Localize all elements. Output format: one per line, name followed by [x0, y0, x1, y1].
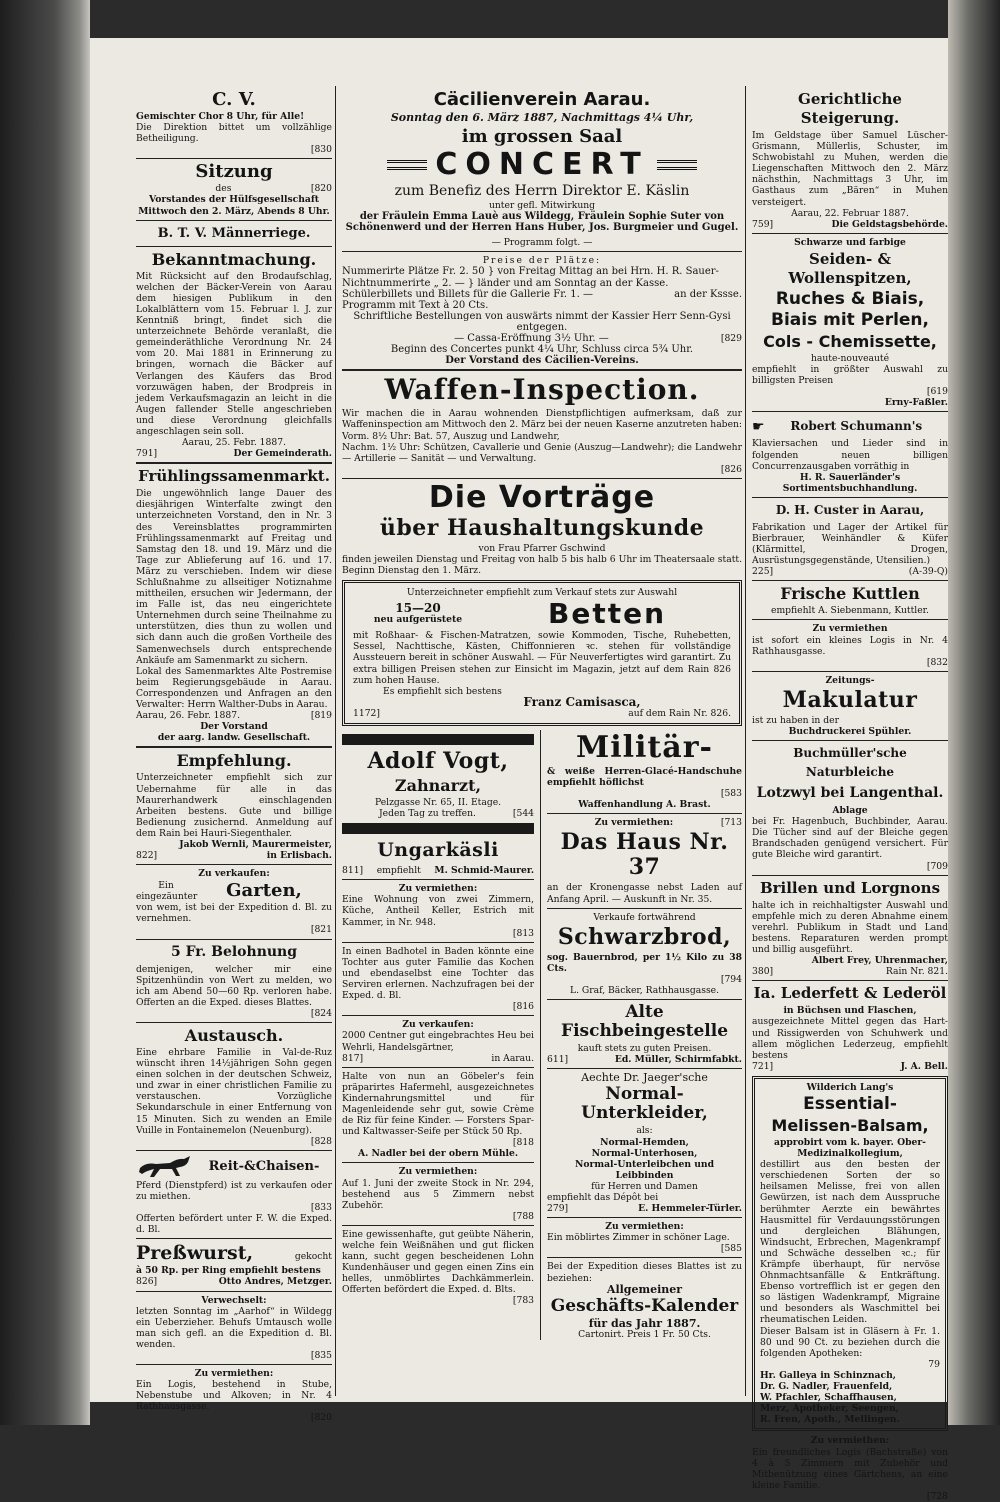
ad-number: [820: [310, 1412, 332, 1424]
ad-number: 822]: [136, 850, 158, 862]
baden-text: In einen Badhotel in Baden könnte eine Tochter aus guter Familie das Kochen und ebendaselbst eine Tochter das Serviren erlernen. Nachzufragen bei der Exped. d. Bl.: [342, 945, 535, 1002]
schw-title: Schwarzbrod,: [557, 923, 732, 950]
ad-number: [709: [926, 860, 948, 872]
divider: [752, 580, 948, 581]
horse-icon: [136, 1154, 196, 1180]
ad-number: [826: [720, 463, 742, 475]
waffen-line: Nachm. 1½ Uhr: Schützen, Cavallerie und Genie (Auszug—Landwehr); die Landwehr — Artillerie — Sanität — und Verwaltung.: [342, 441, 742, 464]
apotheke: W. Pfachler, Schaffhausen,: [760, 1392, 897, 1404]
abl-text: bei Fr. Hagenbuch, Buchbinder, Aarau. Die Tücher sind auf der Bleiche gegen Brandschaden genügend versichert. Für gute Bleiche wird garantirt.: [752, 816, 948, 861]
divider: [136, 220, 332, 221]
wild-title: Wilderich Lang's: [806, 1081, 894, 1093]
divider: [136, 939, 332, 940]
betten-sign: Franz Camisasca,: [523, 694, 641, 709]
ruches-title: Ruches & Biais,: [775, 288, 925, 309]
divider: [136, 1238, 332, 1239]
bril-title: Brillen und Lorgnons: [759, 878, 941, 897]
divider: [136, 158, 332, 159]
fr-text: Lokal des Samenmarktes Alte Postremise beim Regierungsgebäude in Aarau. Correspondenzen und Anfragen an den Verwalter: Herrn Walther-Dubs in Aarau.: [136, 665, 332, 711]
ad-number: [728: [926, 1490, 948, 1502]
zim-text: Ein möblirtes Zimmer in schöner Lage.: [547, 1232, 730, 1244]
ad-number: [819: [310, 710, 332, 722]
betten-count: 15—20: [395, 601, 441, 616]
pferd-text: Pferd (Dienstpferd) ist zu verkaufen oder zu miethen.: [136, 1179, 332, 1202]
betten-title: Betten: [547, 597, 667, 631]
vogt-zahnarzt: Zahnarzt,: [394, 776, 482, 795]
ad-number: [619: [926, 386, 948, 398]
jaeger-pre: Aechte Dr. Jaeger'sche: [581, 1071, 708, 1085]
preise-line: Nichtnummerirte „ 2. — } länder und am Sonntag an der Kasse.: [342, 277, 669, 289]
ung-title: Ungarkäsli: [377, 839, 499, 862]
normal-item: für Herren und Damen: [591, 1180, 698, 1192]
mil-title: Militär-: [576, 730, 713, 765]
mitwirkung: unter gefl. Mitwirkung: [488, 200, 596, 211]
ad-number: 225]: [752, 566, 774, 578]
fr-sign: Der Vorstand: [200, 721, 268, 733]
preise-line: Schriftliche Bestellungen von auswärts nimmt der Kassier Herr Senn-Gysi entgegen.: [353, 310, 731, 333]
hafer-text: Halte von nun an Göbeler's fein präparirtes Hafermehl, ausgezeichnetes Kindernahrungsmittel und für Magenleidende sehr gut, sowie Crème de Riz für feine Kinder. — Forsters Spar- und Kaltwasser-Seife per Stück 50 Rp.: [342, 1070, 535, 1138]
normal-item: Normal-Hemden,: [600, 1136, 689, 1148]
fisch-title: Alte Fischbeingestelle: [561, 1002, 729, 1042]
mil-sign: Waffenhandlung A. Brast.: [578, 799, 711, 811]
section-heading: Zu vermiethen:: [194, 1368, 274, 1380]
ad-number: 817]: [342, 1052, 364, 1064]
zva-text: Eine Wohnung von zwei Zimmern, Küche, Antheil Keller, Estrich mit Kammer, in Nr. 948.: [342, 894, 535, 928]
divider: [547, 1217, 742, 1218]
benefiz: zum Benefiz des Herrn Direktor E. Käslin: [394, 183, 690, 199]
divider: [342, 879, 534, 880]
fisch-text: kauft stets zu guten Preisen.: [577, 1043, 712, 1055]
ad-number: 826]: [136, 1276, 158, 1288]
section-heading: Zu vermiethen:: [605, 1221, 684, 1233]
ad-number: [821: [310, 924, 332, 936]
divider: [136, 746, 332, 748]
ad-number: 721]: [752, 1060, 774, 1072]
ger-title: Gerichtliche Steigerung.: [798, 90, 902, 127]
rob-sign: H. R. Sauerländer's Sortimentsbuchhandlung.: [782, 471, 918, 494]
cv-saal: im grossen Saal: [461, 126, 623, 147]
mitwirkung-names: der Fräulein Emma Lauè aus Wildegg, Fräulein Sophie Suter von Schönenwerd und der Herren Hans Huber, Jos. Burgmeier und Gugel.: [345, 211, 739, 234]
zk-place: in Aarau.: [491, 1052, 535, 1064]
vogt-text: Jeden Tag zu treffen.: [378, 808, 476, 820]
ad-number: [824: [310, 1007, 332, 1019]
normal-item: empfiehlt das Dépôt bei: [547, 1191, 659, 1203]
normal-als: als:: [636, 1125, 653, 1137]
divider: [752, 980, 948, 981]
ad-number: [828: [310, 1135, 332, 1147]
preise-line: Nummerirte Plätze Fr. 2. 50 } von Freitag Mittag an bei Hrn. H. R. Sauer-: [342, 266, 719, 278]
bek-title: Bekanntmachung.: [151, 249, 317, 269]
preise-line: Beginn des Concertes punkt 4¼ Uhr, Schluss circa 5¾ Uhr.: [390, 344, 694, 356]
page-edge: [948, 0, 1000, 1425]
divider: [547, 813, 742, 814]
newspaper-page: [90, 38, 948, 1502]
cv-sign: Der Vorstand des Cäcilien-Vereins.: [445, 355, 639, 367]
apotheke: Dr. G. Nadler, Frauenfeld,: [760, 1381, 893, 1393]
kal-year: für das Jahr 1887.: [588, 1316, 701, 1330]
emp-title: Empfehlung.: [176, 751, 292, 771]
apotheke: R. Fren, Apoth., Mellingen.: [760, 1414, 900, 1426]
divider: [752, 740, 948, 741]
divider: [752, 619, 948, 620]
section-heading: Zu verkaufen:: [402, 1019, 474, 1031]
schw-pre: Verkaufe fortwährend: [593, 911, 696, 923]
section-heading: Zu vermiethen:: [594, 817, 674, 829]
ad-number: 791]: [136, 448, 158, 460]
mel-title: Melissen-Balsam,: [771, 1115, 929, 1135]
divider: [136, 462, 332, 464]
divider: [342, 478, 742, 479]
kal-pre: Bei der Expedition dieses Blattes ist zu beziehen:: [547, 1261, 742, 1284]
haus-von: von Frau Pfarrer Gschwind: [478, 542, 606, 554]
led-title: Ia. Lederfett & Lederöl: [753, 984, 947, 1003]
zv-text: ist sofort ein kleines Logis in Nr. 4 Rathhausgasse.: [752, 634, 948, 657]
mak-sign: Buchdruckerei Spühler.: [788, 726, 912, 737]
divider: [752, 875, 948, 876]
divider: [136, 1022, 332, 1023]
ablage: Ablage: [832, 805, 868, 817]
subcolumn-a: [342, 730, 541, 1340]
divider: [136, 246, 332, 247]
ad-number: [794: [720, 973, 742, 985]
kal-title: Geschäfts-Kalender: [550, 1295, 739, 1316]
divider: [136, 1150, 332, 1151]
divider: [342, 942, 534, 943]
ad-number: 1172]: [353, 707, 380, 719]
ad-number: [788: [512, 1210, 535, 1222]
naeh-text: Eine gewissenhafte, gut geübte Näherin, welche fein Weißnähen und gut flicken kann, sucht gegen bescheidenen Lohn Kundenhäuser und gegen einen Zins ein helles, unmöblirtes Dachkämmerlein. Offerten befördert die Exped. d. Blts.: [342, 1228, 535, 1296]
section-heading: Zu vermiethen:: [398, 883, 478, 895]
divider: [342, 1015, 534, 1016]
sitzung-title: Sitzung: [195, 161, 273, 183]
garten-text: von wem, ist bei der Expedition d. Bl. zu vernehmen.: [136, 902, 332, 925]
bek-sign: Der Gemeinderath.: [233, 448, 332, 460]
subcolumn-b: [541, 730, 742, 1340]
garten-pre: Ein eingezäunter: [136, 879, 198, 902]
divider: [547, 1068, 742, 1069]
btv-title: B. T. V. Männerriege.: [157, 225, 311, 241]
waffen-line: Vorm. 8½ Uhr: Bat. 57, Auszug und Landwehr,: [342, 430, 560, 442]
schw-text: sog. Bauernbrod, per 1½ Kilo zu 38 Cts.: [547, 951, 742, 974]
divider: [547, 999, 742, 1000]
divider: [752, 233, 948, 234]
ad-number: 759]: [752, 218, 774, 230]
lotz-title: Lotzwyl bei Langenthal.: [756, 785, 944, 802]
ad-number: [818: [512, 1137, 535, 1149]
section-heading: Zu vermiethen:: [398, 1166, 478, 1178]
betten-text: mit Roßhaar- & Fischen-Matratzen, sowie Kommoden, Tische, Ruhebetten, Sessel, Nachttische, Kästen, Chiffonnieren ꝛc. stehen für vollständige Aussteuern bereit in schöner Auswahl. — Für Neuverfertigtes wird garantirt. Zu extra billigen Preisen stehen zur Einsicht im Magazin, jetzt auf dem Rain 826 zum hohen Hause.: [353, 630, 731, 686]
bek-text: Mit Rücksicht auf den Brodaufschlag, welchen der Bäcker-Verein von Aarau dem hiesigen Publikum in den Lokalblättern vom 15. Februar l. J. zur Kenntniß bringt, findet sich die unterzeichnete Behörde veranlaßt, die gemeinderäthliche Verordnung Nr. 24 vom 20. Mai 1881 in Erinnerung zu bringen, wornach die Bäcker auf Verlangen des Käufers das Brod vorzuwägen haben, der Brodpreis in jedem Verkaufsmagazin an leicht in die Augen fallender Stelle angeschrieben und diese Verordnung gleichfalls angeschlagen sein soll.: [136, 270, 332, 437]
bril-sign: Albert Frey, Uhrenmacher,: [811, 955, 948, 967]
ad-number: [829: [720, 333, 742, 345]
normal-item: Normal-Unterleibchen und: [575, 1158, 714, 1170]
ad-number: 279]: [547, 1203, 569, 1215]
appr: approbirt vom k. bayer. Ober-Medizinalkollegium,: [774, 1136, 926, 1160]
fr-sign: der aarg. landw. Gesellschaft.: [157, 732, 311, 744]
buch-title: Buchmüller'sche Naturbleiche: [793, 746, 907, 780]
ad-number: [813: [512, 927, 535, 939]
cv-title: C. V.: [212, 89, 256, 110]
ess-text: destillirt aus den besten der verschiedenen Sorten der so heilsamen Melisse, frei von allen Gewürzen, ist nach dem Ausspruche berühmter Aerzte ein bewährtes Hausmittel für Verdauungsstörungen und dergleichen Blähungen, Windsucht, Erbrechen, Magenkrampf und Schwäche desselben ꝛc.; für Krämpfe überhaupt, für nervöse Ohnmachtsanfälle & Entkräftung. Ebenso vortrefflich ist er gegen den so lästigen Wadenkrampf, Migraine und besonders als Waschmittel bei rheumatischen Leiden.: [760, 1159, 940, 1326]
kal-allg: Allgemeiner: [606, 1282, 683, 1296]
programm: — Programm folgt. —: [491, 237, 593, 249]
seid-pre: Schwarze und farbige: [794, 236, 906, 248]
haus-text: finden jeweilen Dienstag und Freitag von halb 5 bis halb 6 Uhr im Theatersaale statt. Beginn Dienstag den 1. März.: [342, 553, 742, 577]
divider: [136, 1364, 332, 1365]
vogt-adr: Pelzgasse Nr. 65, II. Etage.: [374, 797, 502, 808]
led-sub: in Büchsen und Flaschen,: [783, 1005, 917, 1017]
fisch-sign: Ed. Müller, Schirmfabkt.: [614, 1054, 742, 1066]
seid-sign: Erny-Faßler.: [884, 397, 948, 409]
ad-number: [835: [310, 1349, 332, 1361]
betten-place: auf dem Rain Nr. 826.: [628, 707, 731, 719]
column-middle: [342, 88, 742, 1398]
column-left: [136, 88, 332, 1424]
divider: [547, 1257, 742, 1258]
column-rule: [335, 86, 336, 1396]
aus-title: Austausch.: [184, 1026, 284, 1045]
ornament-bar: [657, 160, 697, 170]
rob-text: Klaviersachen und Lieder sind in folgenden neuen billigen Concurrenzausgaben vorräthig in: [752, 438, 948, 472]
section-heading: Zu vermiethen:: [810, 1435, 890, 1447]
ad-number: [585: [720, 1243, 742, 1255]
ger-text: Im Geldstage über Samuel Lüscher-Grismann, Müllerlis, Schuster, im Schwobistahl zu Muhen, werden die Liegenschaften Mittwoch den 2. März nächsthin, Nachmittags 3 Uhr, im Gasthaus zum „Bären“ in Muhen versteigert.: [752, 130, 948, 208]
press-gekocht: gekocht: [294, 1251, 332, 1263]
fr-date: Aarau, 26. Febr. 1887.: [136, 710, 240, 722]
ess-text: Dieser Balsam ist in Gläsern à Fr. 1. 80 und 90 Ct. zu beziehen durch die folgenden Apotheken:: [760, 1325, 940, 1359]
preise-title: Preise der Plätze:: [482, 255, 602, 267]
verw-text: letzten Sonntag im „Aarhof“ in Wildegg ein Ueberzieher. Behufs Umtausch wolle man sich gefl. an die Expedition d. Bl. wenden.: [136, 1305, 332, 1350]
ger-date: Aarau, 22. Februar 1887.: [791, 207, 909, 219]
divider: [752, 671, 948, 672]
logis-text: Ein Logis, bestehend in Stube, Nebenstube und Alkoven; in Nr. 4 Rathhausgasse.: [136, 1379, 332, 1413]
cols-title: Cols - Chemissette,: [763, 331, 937, 351]
bel-text: demjenigen, welcher mir eine Spitzenhündin von Wert zu melden, wo ich am Abend 50—60 Rp. verloren habe. Offerten an die Exped. dieses Blattes.: [136, 963, 332, 1008]
pointing-hand-icon: ☛: [752, 418, 765, 435]
betten-intro: Unterzeichneter empfiehlt zum Verkauf stets zur Auswahl: [406, 587, 678, 599]
zeit-pre: Zeitungs-: [825, 674, 875, 686]
kutt-text: empfiehlt A. Siebenmann, Kuttler.: [771, 605, 929, 617]
cv-date: Sonntag den 6. März 1887, Nachmittags 4¼ Uhr,: [390, 111, 694, 124]
emp-place: in Erlisbach.: [266, 850, 332, 862]
haus-title: über Haushaltungskunde: [379, 514, 705, 541]
led-text: ausgezeichnete Mittel gegen das Hart- und Rissigwerden von Schuhwerk und allem möglichen Lederzeug, empfiehlt bestens: [752, 1016, 948, 1061]
ess-title: Essential-: [803, 1093, 897, 1114]
reit-title: Reit-&Chaisen-: [208, 1159, 320, 1175]
preise-line: Programm mit Text à 20 Cts.: [342, 299, 489, 311]
fr-title: Frühlingssamenmarkt.: [138, 467, 330, 486]
ornament-bar: [387, 160, 427, 170]
divider: [342, 1225, 534, 1226]
black-bar: [342, 823, 534, 834]
hafer-sign: A. Nadler bei der obern Mühle.: [357, 1148, 519, 1160]
ung-sign: M. Schmid-Maurer.: [434, 865, 535, 877]
verw-title: Verwechselt:: [201, 1294, 267, 1306]
sitzung-text: Mittwoch den 2. März, Abends 8 Uhr.: [138, 205, 330, 217]
page-binding: [0, 0, 90, 1425]
concert-title: CONCERT: [435, 147, 649, 182]
ad-number: [713: [720, 817, 742, 829]
bek-date: Aarau, 25. Febr. 1887.: [182, 437, 286, 449]
kutt-title: Frische Kuttlen: [780, 584, 920, 604]
divider: [342, 251, 742, 252]
betten-neu: neu aufgerüstete: [373, 614, 463, 626]
ad-number: [832: [926, 656, 948, 668]
betten-box: [342, 580, 742, 726]
column-right: [752, 88, 948, 1502]
preise-line: — Cassa-Eröffnung 3½ Uhr. —: [454, 333, 609, 345]
ad-number: [816: [512, 1001, 535, 1013]
ad-number: [830: [310, 144, 332, 156]
bril-text: halte ich in reichhaltigster Auswahl und empfehle mich zu deren Abnahme einem verehrl. Publikum in Stadt und Land bestens. Reparaturen werden prompt und billig ausgeführt.: [752, 899, 948, 956]
divider: [136, 864, 332, 865]
ad-number: 811]: [342, 865, 364, 877]
cust-code: (A-39-Q): [908, 566, 948, 578]
cv-title: Cäcilienverein Aarau.: [433, 89, 651, 110]
press-text: à 50 Rp. per Ring empfiehlt bestens: [136, 1265, 321, 1277]
black-bar: [342, 734, 534, 745]
zvb-text: Auf 1. Juni der zweite Stock in Nr. 294, bestehend aus 5 Zimmern nebst Zubehör.: [342, 1177, 535, 1211]
kal-price: Cartonirt. Preis 1 Fr. 50 Cts.: [578, 1328, 711, 1340]
ad-number: [833: [310, 1202, 332, 1214]
divider: [752, 497, 948, 498]
betten-es: Es empfiehlt sich bestens: [383, 685, 502, 697]
cust-title: D. H. Custer in Aarau,: [775, 502, 925, 517]
ad-number: 380]: [752, 966, 774, 978]
cv-text: Gemischter Chor 8 Uhr, für Alle!: [136, 111, 305, 122]
section-heading: Zu vermiethen: [812, 623, 888, 635]
preise-line: Schülerbillets und Billets für die Gallerie Fr. 1. —: [342, 288, 593, 300]
ad-number: [783: [512, 1295, 535, 1307]
ad-number: 79: [928, 1358, 940, 1370]
ung-text: empfiehlt: [376, 865, 421, 877]
biais-title: Biais mit Perlen,: [771, 309, 929, 330]
led-sign: J. A. Bell.: [900, 1060, 948, 1072]
divider: [342, 369, 742, 371]
normal-sign: E. Hemmeler-Türler.: [638, 1203, 742, 1215]
bel-title: 5 Fr. Belohnung: [170, 943, 298, 960]
apotheke: Hr. Galleya in Schinznach,: [760, 1369, 896, 1381]
haus37-text: an der Kronengasse nebst Laden auf Anfang April. — Auskunft in Nr. 35.: [547, 882, 742, 905]
aus-text: Eine ehrbare Familie in Val-de-Ruz wünscht ihren 14½jährigen Sohn gegen einen solchen in der deutschen Schweiz, und zwar in einer christlichen Familie zu verstauschen. Vorzügliche Sekundarschule in einer Entfernung von 15 Minuten. Sich zu wenden an Emile Vuille in Fontainemelon (Neuenburg).: [136, 1047, 332, 1136]
sitzung-text: Vorstandes der Hülfsgesellschaft: [148, 194, 320, 206]
ad-number: 611]: [547, 1054, 569, 1066]
press-title: Preßwurst,: [136, 1242, 254, 1265]
mil-text: & weiße Herren-Glacé-Handschuhe empfiehlt höflichst: [547, 766, 742, 789]
press-sign: Otto Andres, Metzger.: [218, 1276, 332, 1288]
zk-text: 2000 Centner gut eingebrachtes Heu bei Wehrli, Handelsgärtner,: [342, 1030, 535, 1053]
ad-number: [583: [720, 788, 742, 800]
emp-sign: Jakob Wernli, Maurermeister,: [179, 838, 332, 850]
column-rule: [745, 86, 746, 1396]
rob-title: Robert Schumann's: [790, 419, 923, 434]
fr-text: Die ungewöhnlich lange Dauer des diesjährigen Winterfalte zwingt den unterzeichneten Vorstand, den in Nr. 3 des Vereinsblattes programmirten Frühlingssamenmarkt auf Freitag und Samstag den 18. und 19. März und die Tage zur Ablieferung auf 16. und 17. März zu verschieben. Indem wir diese Schlußnahme zu allseitiger Notiznahme mittheilen, ersuchen wir Jedermann, der im Falle ist, das neu eingerichtete Unternehmen durch seine Theilnahme zu unterstützen, dies thun zu wollen und sich dann auch die großen Vortheile des Samenwechsels durch entsprechende Ankäufe am Samenmarkt zu sichern.: [136, 488, 332, 666]
bril-place: Rain Nr. 821.: [885, 966, 948, 978]
vogt-title: Adolf Vogt,: [367, 748, 509, 774]
ger-sign: Die Geldstagsbehörde.: [831, 218, 948, 230]
vortraege-title: Die Vorträge: [428, 479, 656, 515]
mak-title: Makulatur: [782, 686, 918, 713]
normal-title: Normal-Unterkleider,: [581, 1084, 708, 1124]
fin-text: Ein freundliches Logis (Bachstraße) von 4 à 5 Zimmern mit Zubehör und Mitbenützung eines Gärtchens, an eine kleine Familie.: [752, 1446, 948, 1491]
divider: [136, 1291, 332, 1292]
cust-text: Fabrikation und Lager der Artikel für Bierbrauer, Weinhändler & Küfer (Klärmittel, Drogen, Ausrüstungsgegenstände, Utensilien.): [752, 521, 948, 567]
preise-line: an der Kssse.: [674, 288, 742, 300]
cv-text: Die Direktion bittet um vollzählige Betheiligung.: [136, 122, 332, 145]
ad-number: [544: [512, 808, 535, 820]
waffen-title: Waffen-Inspection.: [384, 373, 700, 407]
sitzung-des: des: [215, 183, 232, 195]
balsam-box: [752, 1076, 948, 1432]
seid-title: Seiden- & Wollenspitzen,: [788, 249, 912, 287]
mak-text: ist zu haben in der: [752, 714, 839, 726]
normal-item: Normal-Unterhosen,: [591, 1147, 698, 1159]
waffen-text: Wir machen die in Aarau wohnenden Dienstpflichtigen aufmerksam, daß zur Waffeninspection am Mittwoch den 2. März bei der neuen Kaserne anzutreten haben:: [342, 408, 743, 431]
normal-item: Leibbinden: [615, 1169, 674, 1181]
seid-text: empfiehlt in größter Auswahl zu billigsten Preisen: [752, 364, 948, 387]
schw-sign: L. Graf, Bäcker, Rathhausgasse.: [569, 985, 720, 997]
divider: [342, 1067, 534, 1068]
section-heading: Zu verkaufen:: [198, 868, 270, 880]
pferd-text: Offerten befördert unter F. W. die Exped. d. Bl.: [136, 1213, 332, 1236]
emp-text: Unterzeichneter empfiehlt sich zur Uebernahme für alle in das Maurerhandwerk einschlagenden Arbeiten bestens. Gute und billige Bedienung zusichernd. Anmeldung auf dem Rain bei Hauri-Siegenthaler.: [136, 772, 332, 839]
ad-number: [820: [310, 183, 332, 195]
apotheke: Merz, Apotheker, Seengen,: [760, 1403, 899, 1415]
divider: [342, 1162, 534, 1163]
divider: [547, 908, 742, 909]
haute: haute-nouveauté: [810, 352, 890, 364]
garten-title: Garten,: [226, 880, 302, 902]
haus37-title: Das Haus Nr. 37: [560, 829, 729, 881]
divider: [752, 411, 948, 412]
